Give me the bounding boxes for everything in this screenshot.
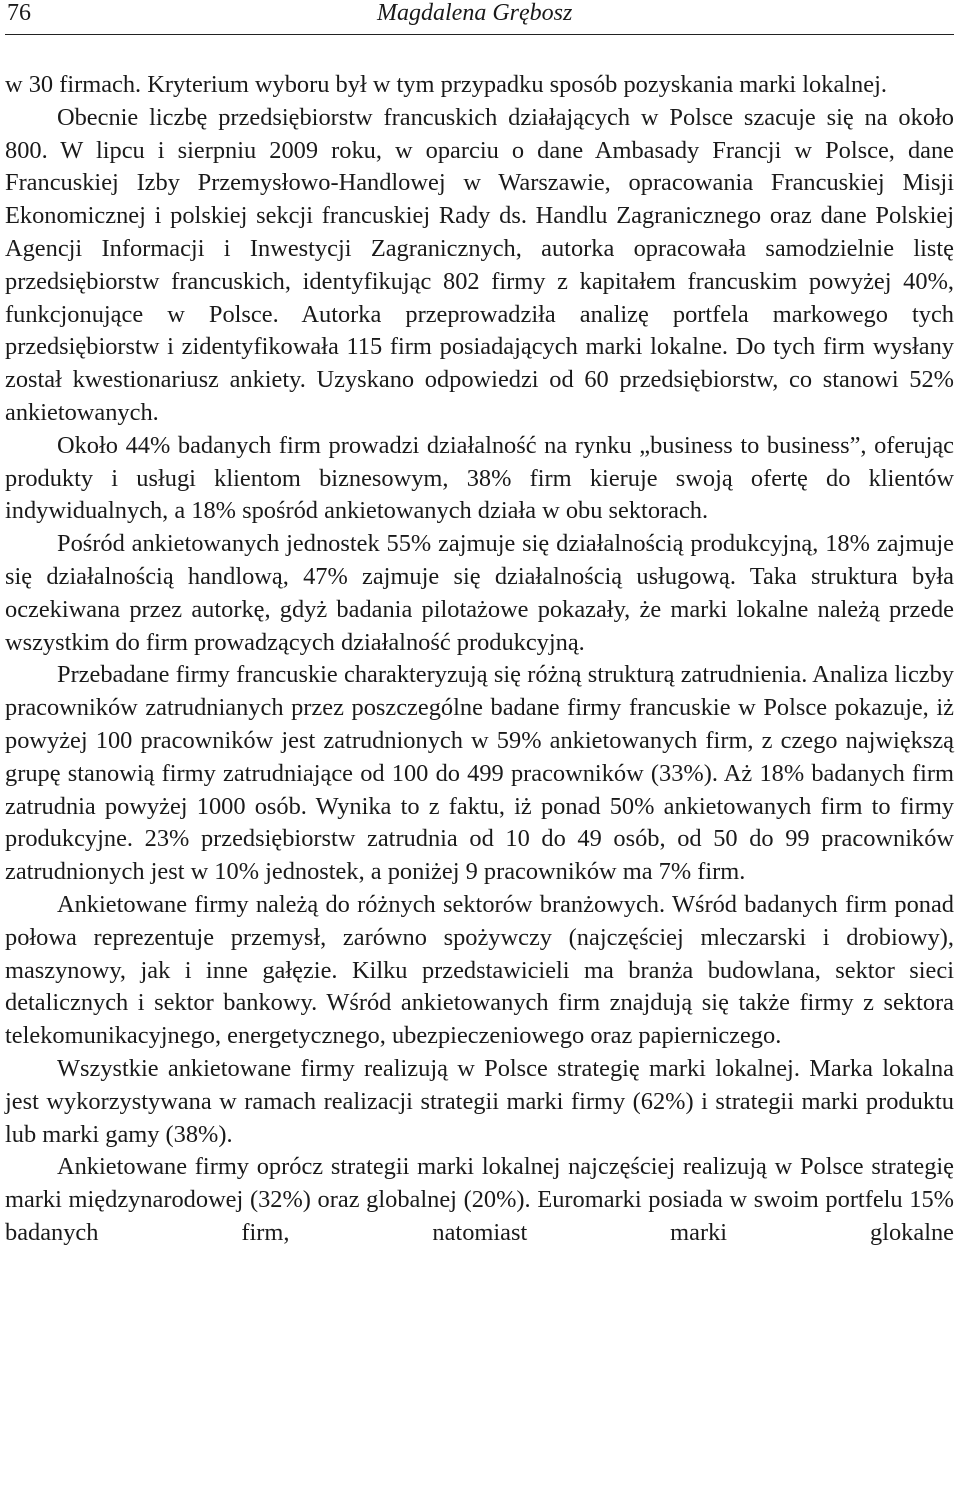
paragraph: Obecnie liczbę przedsiębiorstw francuskich działających w Polsce szacuje się na około 800. W lipcu i sierpniu 2009 roku, w oparciu o dane Ambasady Francji w Polsce, dane Francuskiej Izby Przemysłowo-Handlowej w Warszawie, opracowania Francuskiej Misji Ekonomicznej i polskiej sekcji francuskiej Rady ds. Handlu Zagranicznego oraz dane Polskiej Agencji Informacji i Inwestycji Zagranicznych, autorka opracowała samodzielnie listę przedsiębiorstw francuskich, identyfikując 802 firmy z kapitałem francuskim powyżej 40%, funkcjonujące w Polsce. Autorka przeprowadziła analizę portfela markowego tych przedsiębiorstw i zidentyfikowała 115 firm posiadających marki lokalne. Do tych firm wysłany został kwestionariusz ankiety. Uzyskano odpowiedzi od 60 przedsiębiorstw, co stanowi 52% ankietowanych.: [5, 103, 954, 426]
paragraph: Ankietowane firmy należą do różnych sektorów branżowych. Wśród badanych firm ponad połowa reprezentuje przemysł, zarówno spożywczy (najczęściej mleczarski i drobiowy), maszynowy, jak i inne gałęzie. Kilku przedstawicieli ma branża budowlana, sektor sieci detalicznych i sektor bankowy. Wśród ankietowanych firm znajdują się także firmy z sektora telekomunikacyjnego, energetycznego, ubezpieczeniowego oraz papierniczego.: [5, 890, 954, 1050]
paragraph: Ankietowane firmy oprócz strategii marki lokalnej najczęściej realizują w Polsce strategię marki międzynarodowej (32%) oraz globalnej (20%). Euromarki posiada w swoim portfelu 15% badanych firm, natomiast marki glokalne: [5, 1153, 954, 1246]
paragraph: Wszystkie ankietowane firmy realizują w Polsce strategię marki lokalnej. Marka lokalna jest wykorzystywana w ramach realizacji strategii marki firmy (62%) i strategii marki produktu lub marki gamy (38%).: [5, 1054, 954, 1148]
paragraph: Około 44% badanych firm prowadzi działalność na rynku „business to business”, oferując produkty i usługi klientom biznesowym, 38% firm kieruje swoją ofertę do klientów indywidualnych, a 18% spośród ankietowanych działa w obu sektorach.: [5, 431, 954, 525]
running-author: Magdalena Grębosz: [377, 0, 573, 26]
paragraph: Przebadane firmy francuskie charakteryzują się różną strukturą zatrudnienia. Analiza liczby pracowników zatrudnianych przez poszczególne badane firmy francuskie w Polsce pokazuje, iż powyżej 100 pracowników jest zatrudnionych w 59% ankietowanych firm, z czego największą grupę stanowią firmy zatrudniające od 100 do 499 pracowników (33%). Aż 18% badanych firm zatrudnia powyżej 1000 osób. Wynika to z faktu, iż ponad 50% ankietowanych firm to firmy produkcyjne. 23% przedsiębiorstw zatrudnia od 10 do 49 osób, od 50 do 99 pracowników zatrudnionych jest w 10% jednostek, a poniżej 9 pracowników ma 7% firm.: [5, 661, 954, 886]
paragraph: Pośród ankietowanych jednostek 55% zajmuje się działalnością produkcyjną, 18% zajmuje się działalnością handlową, 47% zajmuje się działalnością usługową. Taka struktura była oczekiwana przez autorkę, gdyż badania pilotażowe pokazały, że marki lokalne należą przede wszystkim do firm prowadzących działalność produkcyjną.: [5, 530, 954, 656]
page-number: 76: [7, 0, 31, 26]
body-text: [5, 69, 954, 1250]
running-header: [5, 0, 954, 35]
paragraph: w 30 firmach. Kryterium wyboru był w tym przypadku sposób pozyskania marki lokalnej.: [5, 71, 887, 98]
